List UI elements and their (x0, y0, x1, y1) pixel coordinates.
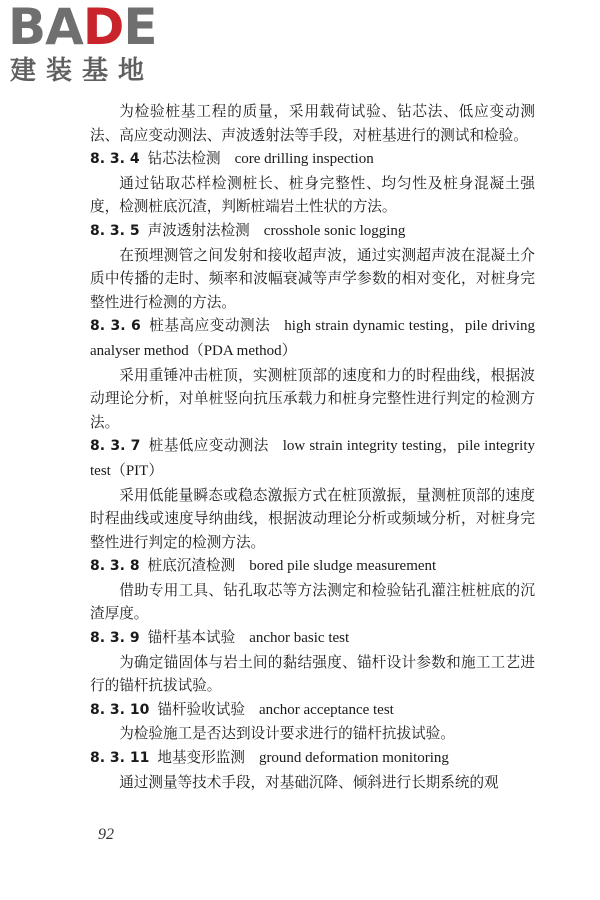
term-chinese: 锚杆基本试验 (147, 629, 236, 647)
term-number: 8. 3. 4 (90, 151, 140, 168)
term-number: 8. 3. 8 (90, 558, 140, 575)
term-heading (90, 554, 535, 579)
term-number: 8. 3. 9 (90, 630, 140, 647)
term-chinese: 钻芯法检测 (147, 150, 221, 168)
term-heading (90, 314, 535, 363)
term-heading (90, 147, 535, 172)
term-definition: 在预埋测管之间发射和接收超声波，通过实测超声波在混凝土介质中传播的走时、频率和波幅衰减等声学参数的相对变化，对桩身完整性进行检测的方法。 (90, 246, 535, 311)
term-number: 8. 3. 5 (90, 222, 140, 239)
document-body (90, 100, 535, 794)
term-number: 8. 3. 11 (90, 750, 150, 767)
term-definition: 通过测量等技术手段，对基础沉降、倾斜进行长期系统的观 (119, 773, 499, 791)
page-number: 92 (98, 826, 114, 843)
term-chinese: 地基变形监测 (157, 749, 245, 767)
term-english: anchor basic test (249, 630, 350, 647)
term-english: crosshole sonic logging (263, 222, 406, 239)
term-english: anchor acceptance test (258, 701, 394, 718)
term-heading (90, 219, 535, 244)
term-chinese: 锚杆验收试验 (157, 700, 245, 718)
term-english: core drilling inspection (234, 151, 374, 168)
term-heading (90, 626, 535, 651)
logo-wordmark: BADE (8, 0, 157, 56)
term-definition: 采用低能量瞬态或稳态激振方式在桩顶激振，量测桩顶部的速度时程曲线或速度导纳曲线，根据波动理论分析或频域分析，对桩身完整性进行判定的检测方法。 (90, 486, 535, 551)
term-chinese: 桩基低应变动测法 (148, 437, 269, 455)
term-definition: 为检验施工是否达到设计要求进行的锚杆抗拔试验。 (119, 725, 455, 743)
term-chinese: 桩底沉渣检测 (147, 557, 236, 575)
term-english: low strain integrity testing，pile integrity test（PIT） (90, 438, 535, 479)
term-number: 8. 3. 10 (90, 701, 150, 718)
term-english: high strain dynamic testing，pile driving analyser method（PDA method） (90, 318, 535, 359)
term-definition: 通过钻取芯样检测桩长、桩身完整性、均匀性及桩身混凝土强度，检测桩底沉渣，判断桩端岩土性状的方法。 (90, 174, 535, 216)
term-number: 8. 3. 6 (90, 318, 141, 335)
term-english: ground deformation monitoring (258, 750, 449, 767)
term-definition: 借助专用工具、钻孔取芯等方法测定和检验钻孔灌注桩桩底的沉渣厚度。 (90, 581, 535, 623)
term-heading (90, 746, 535, 771)
term-definition: 采用重锤冲击桩顶，实测桩顶部的速度和力的时程曲线，根据波动理论分析，对单桩竖向抗压承载力和桩身完整性进行判定的检测方法。 (90, 366, 535, 431)
term-chinese: 桩基高应变动测法 (148, 317, 271, 335)
term-definition: 为确定锚固体与岩土间的黏结强度、锚杆设计参数和施工工艺进行的锚杆抗拔试验。 (90, 653, 535, 695)
term-heading (90, 698, 535, 723)
term-english: bored pile sludge measurement (249, 558, 437, 575)
intro-paragraph: 为检验桩基工程的质量，采用载荷试验、钻芯法、低应变动测法、高应变动测法、声波透射法等手段，对桩基进行的测试和检验。 (90, 103, 535, 144)
term-number: 8. 3. 7 (90, 438, 141, 455)
brand-logo (8, 0, 178, 90)
term-chinese: 声波透射法检测 (147, 221, 250, 239)
logo-subtitle: 建装基地 (10, 56, 155, 86)
term-heading (90, 434, 535, 483)
